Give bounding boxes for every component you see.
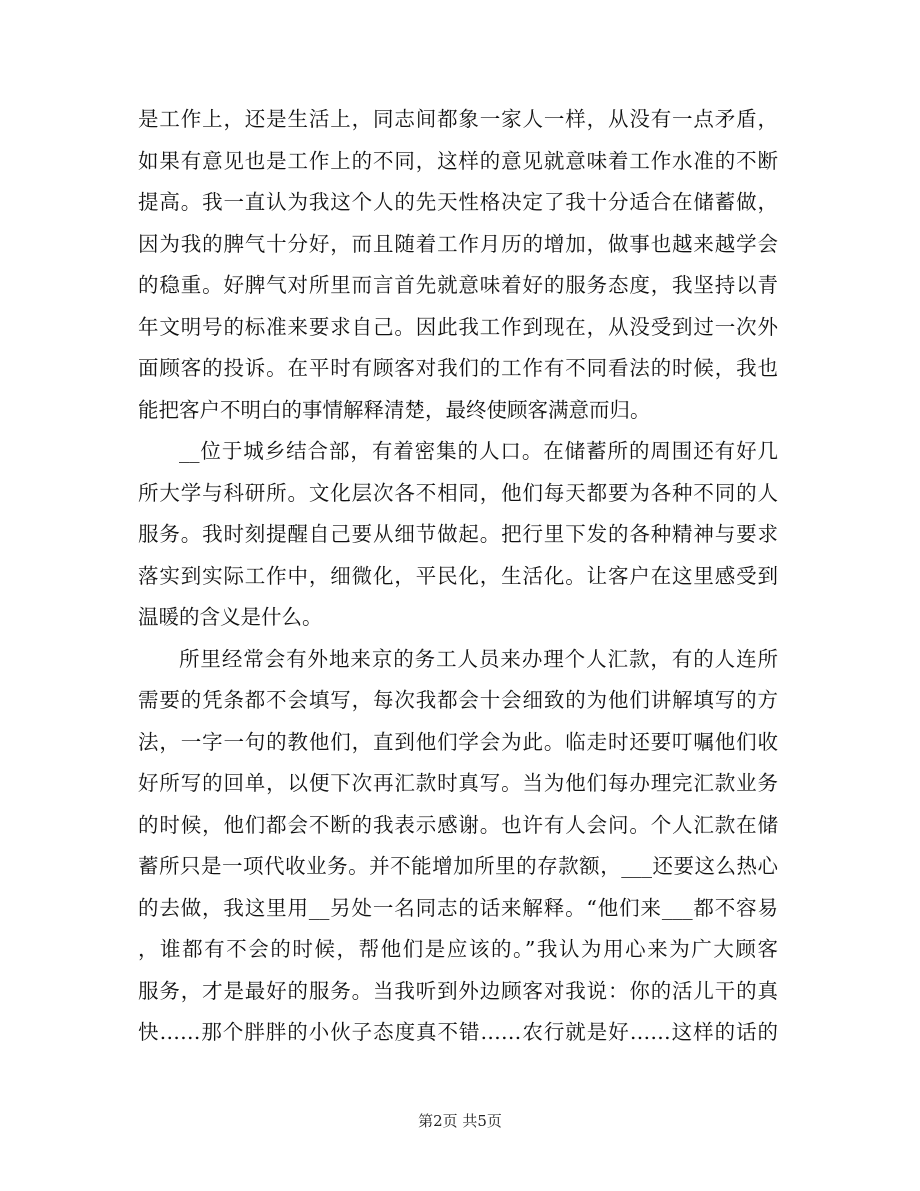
body-text xyxy=(138,99,778,1054)
text-line: 落实到实际工作中，细微化，平民化，生活化。让客户在这里感受到 xyxy=(138,563,778,588)
text-line: 所里经常会有外地来京的务工人员来办理个人汇款，有的人连所 xyxy=(179,646,778,671)
page-footer: 第2页 共5页 xyxy=(418,1112,502,1130)
text-line: 需要的凭条都不会填写，每次我都会十会细致的为他们讲解填写的方 xyxy=(138,688,778,712)
text-line: 所大学与科研所。文化层次各不相同，他们每天都要为各种不同的人 xyxy=(138,480,778,505)
text-line: __位于城乡结合部，有着密集的人口。在储蓄所的周围还有好几 xyxy=(179,439,778,463)
text-line: ，谁都有不会的时候，帮他们是应该的。”我认为用心来为广大顾客 xyxy=(138,937,778,961)
text-line: 好所写的回单，以便下次再汇款时真写。当为他们每办理完汇款业务 xyxy=(138,771,778,795)
text-line: 面顾客的投诉。在平时有顾客对我们的工作有不同看法的时候，我也 xyxy=(138,356,778,380)
text-line: 的去做，我这里用__另处一名同志的话来解释。“他们来___都不容易 xyxy=(138,895,778,920)
text-line: 的稳重。好脾气对所里而言首先就意味着好的服务态度，我坚持以青 xyxy=(138,273,778,297)
text-line: 提高。我一直认为我这个人的先天性格决定了我十分适合在储蓄做， xyxy=(138,190,778,214)
text-line: 的时候，他们都会不断的我表示感谢。也许有人会问。个人汇款在储 xyxy=(138,812,778,837)
text-line: 温暖的含义是什么。 xyxy=(138,605,323,629)
text-line: 因为我的脾气十分好，而且随着工作月历的增加，做事也越来越学会 xyxy=(138,231,778,256)
text-line: 能把客户不明白的事情解释清楚，最终使顾客满意而归。 xyxy=(138,397,651,422)
text-line: 法，一字一句的教他们，直到他们学会为此。临走时还要叮嘱他们收 xyxy=(138,729,778,754)
text-line: 如果有意见也是工作上的不同，这样的意见就意味着工作水准的不断 xyxy=(138,148,778,173)
text-line: 服务，才是最好的服务。当我听到外边顾客对我说：你的活儿干的真 xyxy=(138,978,778,1003)
text-line: 服务。我时刻提醒自己要从细节做起。把行里下发的各种精神与要求 xyxy=(138,522,778,546)
text-line: 年文明号的标准来要求自己。因此我工作到现在，从没受到过一次外 xyxy=(138,314,778,339)
text-line: 是工作上，还是生活上，同志间都象一家人一样，从没有一点矛盾， xyxy=(138,107,778,131)
text-line: 蓄所只是一项代收业务。并不能增加所里的存款额，___还要这么热心 xyxy=(138,854,778,878)
text-line: 快……那个胖胖的小伙子态度真不错……农行就是好……这样的话的 xyxy=(138,1020,778,1044)
